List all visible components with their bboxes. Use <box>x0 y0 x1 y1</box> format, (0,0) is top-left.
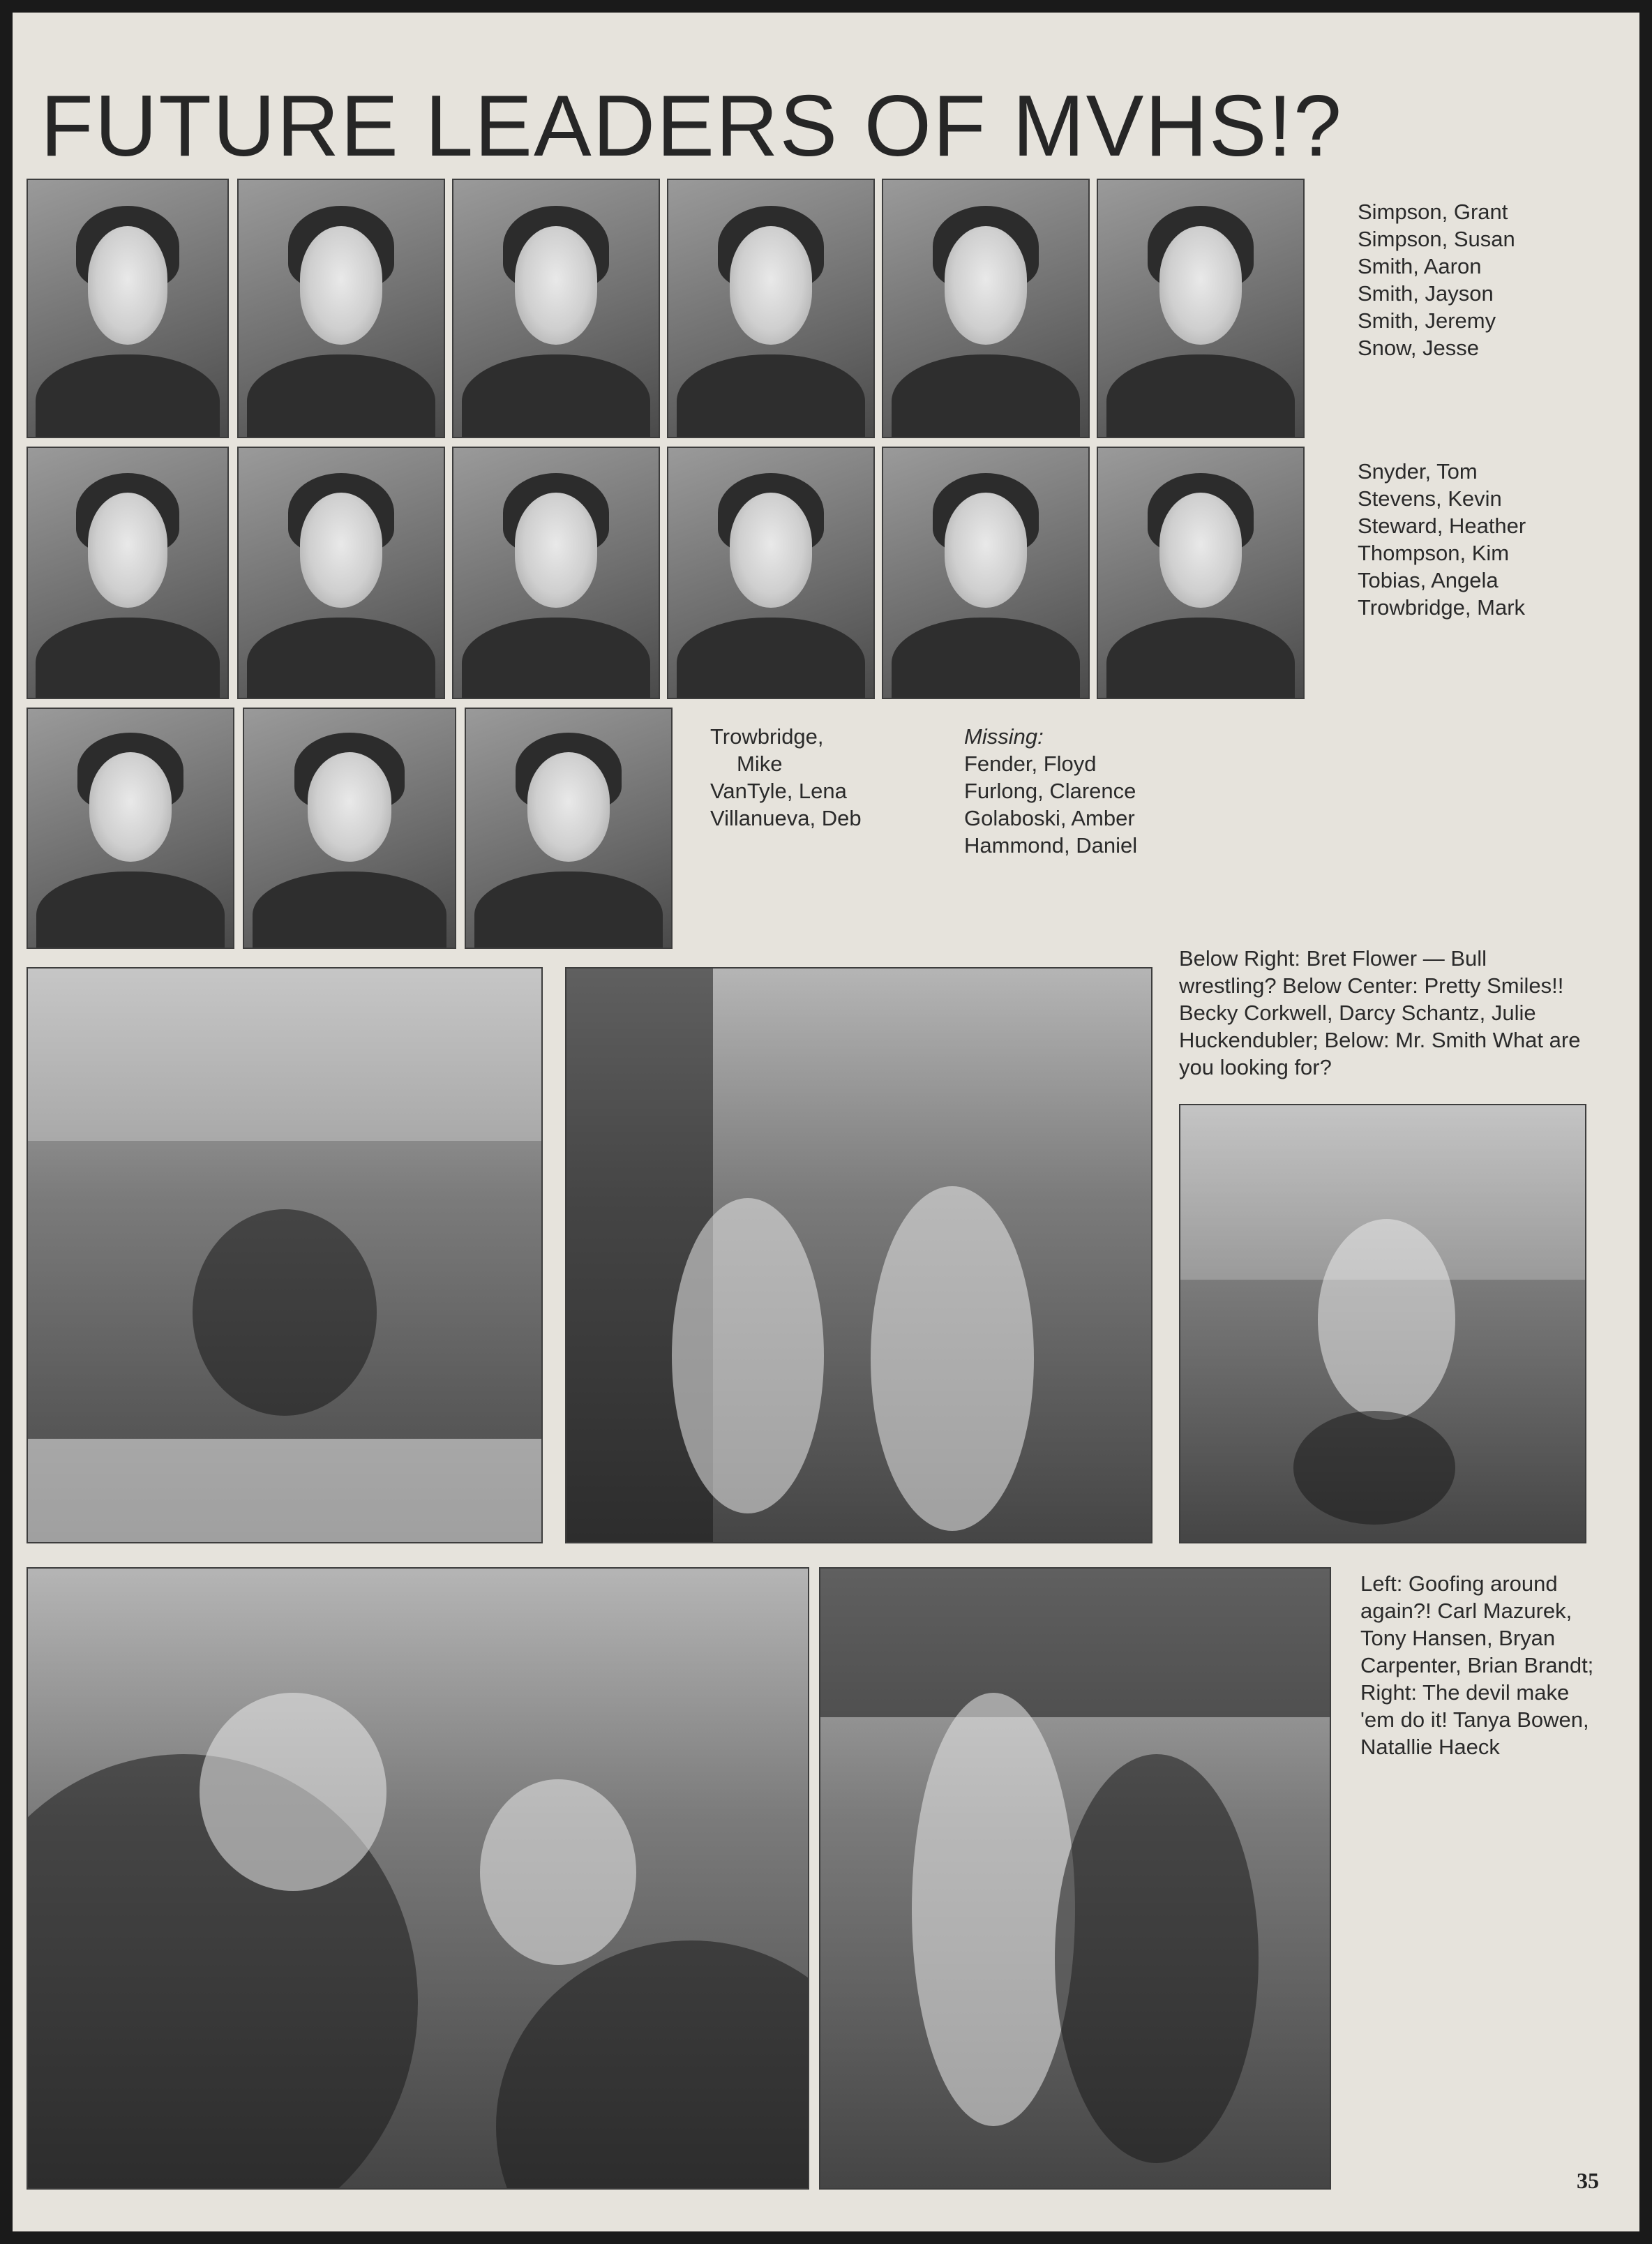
student-name: Simpson, Grant <box>1358 200 1508 224</box>
upper-photo-caption: Below Right: Bret Flower — Bull wrestling? Below Center: Pretty Smiles!! Becky Corkwell, Darcy Schantz, Julie Huckendubler; Below: Mr. Smith What are you looking for? <box>1179 946 1581 1079</box>
student-name: Smith, Aaron <box>1358 254 1482 278</box>
row1-name-list <box>1358 198 1515 361</box>
portrait-photo <box>237 179 445 438</box>
portrait-photo <box>243 708 456 949</box>
page-title: FUTURE LEADERS OF MVHS!? <box>40 78 1343 174</box>
portrait-photo <box>237 447 445 699</box>
bull-riding-photo <box>27 967 543 1543</box>
row2-name-list <box>1358 458 1526 621</box>
pretty-smiles-photo <box>565 967 1152 1543</box>
row3-name-list <box>710 723 862 832</box>
student-name: Furlong, Clarence <box>964 779 1136 803</box>
student-name: VanTyle, Lena <box>710 779 847 803</box>
portrait-photo <box>882 179 1090 438</box>
portrait-photo <box>27 708 234 949</box>
student-name: Simpson, Susan <box>1358 227 1515 251</box>
student-name: Trowbridge, Mark <box>1358 595 1526 620</box>
portrait-photo <box>27 447 229 699</box>
page-number: 35 <box>1577 2168 1599 2193</box>
student-name: Trowbridge, <box>710 724 824 749</box>
student-name: Stevens, Kevin <box>1358 486 1502 511</box>
portrait-photo <box>452 447 660 699</box>
portrait-photo <box>465 708 673 949</box>
student-name: Mike <box>737 751 783 776</box>
missing-name-list <box>964 723 1137 859</box>
portrait-photo <box>667 179 875 438</box>
portrait-photo <box>452 179 660 438</box>
lower-photo-caption: Left: Goofing around again?! Carl Mazurek, Tony Hansen, Bryan Carpenter, Brian Brandt; Right: The devil make 'em do it! Tanya Bowen, Natallie Haeck <box>1360 1571 1594 1759</box>
student-name: Smith, Jeremy <box>1358 308 1496 333</box>
missing-heading: Missing: <box>964 724 1044 749</box>
student-name: Fender, Floyd <box>964 751 1097 776</box>
student-name: Hammond, Daniel <box>964 833 1138 858</box>
devil-horns-photo <box>819 1567 1331 2190</box>
student-name: Villanueva, Deb <box>710 806 862 830</box>
portrait-photo <box>1097 447 1305 699</box>
yearbook-page <box>13 13 1639 2231</box>
student-name: Golaboski, Amber <box>964 806 1135 830</box>
student-name: Snow, Jesse <box>1358 336 1480 360</box>
portrait-photo <box>1097 179 1305 438</box>
student-name: Steward, Heather <box>1358 514 1526 538</box>
portrait-photo <box>27 179 229 438</box>
student-name: Snyder, Tom <box>1358 459 1478 484</box>
classroom-photo <box>1179 1104 1586 1543</box>
portrait-photo <box>882 447 1090 699</box>
student-name: Thompson, Kim <box>1358 541 1510 565</box>
goofing-around-photo <box>27 1567 809 2190</box>
student-name: Tobias, Angela <box>1358 568 1499 592</box>
student-name: Smith, Jayson <box>1358 281 1494 306</box>
portrait-photo <box>667 447 875 699</box>
